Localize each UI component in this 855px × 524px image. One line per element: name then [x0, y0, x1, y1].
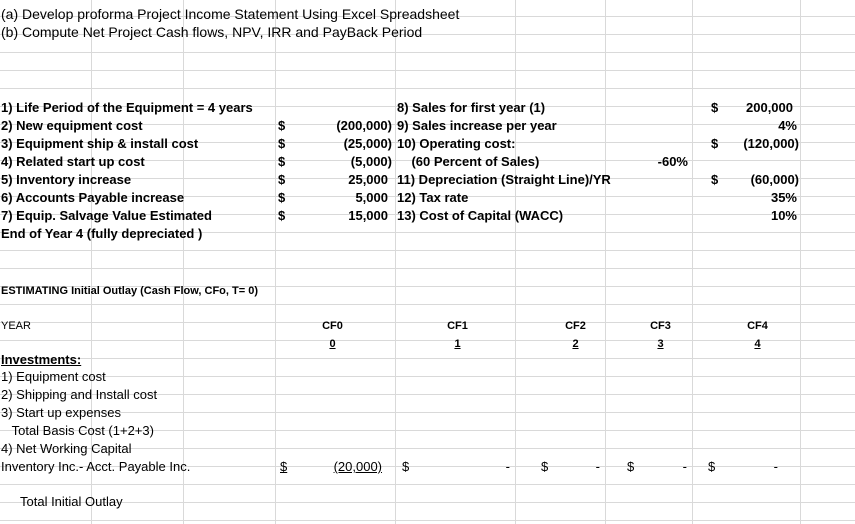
cf0-period[interactable]: 0 [329, 338, 336, 350]
currency-symbol: $ [278, 172, 286, 187]
assumption-value[interactable]: (60,000) [750, 172, 799, 187]
currency-symbol: $ [278, 208, 286, 223]
currency-symbol: $ [278, 136, 286, 151]
gridline [395, 0, 396, 524]
investment-item[interactable]: 1) Equipment cost [1, 369, 106, 384]
title-line-a[interactable]: (a) Develop proforma Project Income Statement Using Excel Spreadsheet [1, 6, 460, 22]
assumption-label[interactable]: 6) Accounts Payable increase [1, 190, 185, 205]
assumption-label[interactable]: 4) Related start up cost [1, 154, 145, 169]
assumption-value[interactable]: (5,000) [350, 154, 392, 169]
assumption-value[interactable]: 200,000 [746, 100, 793, 115]
cf3-header[interactable]: CF3 [650, 320, 671, 332]
investment-item[interactable]: 3) Start up expenses [1, 405, 121, 420]
assumption-value[interactable]: (200,000) [336, 118, 392, 133]
title-line-b[interactable]: (b) Compute Net Project Cash flows, NPV, IRR and PayBack Period [1, 24, 423, 40]
currency-symbol: $ [278, 190, 286, 205]
currency-symbol: $ [402, 459, 410, 474]
investments-heading[interactable]: Investments: [1, 352, 82, 367]
assumption-value[interactable]: 15,000 [348, 208, 388, 223]
currency-symbol: $ [278, 118, 286, 133]
cf2-nwc-value[interactable]: - [595, 459, 600, 474]
assumption-value[interactable]: 25,000 [348, 172, 388, 187]
currency-symbol: $ [711, 172, 719, 187]
year-label[interactable]: YEAR [1, 320, 31, 332]
cf3-period[interactable]: 3 [657, 338, 664, 350]
assumption-label[interactable]: 3) Equipment ship & install cost [1, 136, 199, 151]
assumption-label[interactable]: 11) Depreciation (Straight Line)/YR [397, 172, 611, 187]
operating-cost-percent[interactable]: -60% [657, 154, 688, 169]
cf4-nwc-value[interactable]: - [773, 459, 778, 474]
assumption-label[interactable]: 5) Inventory increase [1, 172, 132, 187]
currency-symbol: $ [711, 136, 719, 151]
investment-item[interactable]: 2) Shipping and Install cost [1, 387, 158, 402]
cf1-nwc-value[interactable]: - [505, 459, 510, 474]
cf2-period[interactable]: 2 [572, 338, 579, 350]
currency-symbol: $ [541, 459, 549, 474]
gridline [800, 0, 801, 524]
assumption-value[interactable]: 35% [770, 190, 797, 205]
investment-item[interactable]: Inventory Inc.- Acct. Payable Inc. [1, 459, 191, 474]
currency-symbol: $ [627, 459, 635, 474]
currency-symbol: $ [711, 100, 719, 115]
assumption-label[interactable]: End of Year 4 (fully depreciated ) [1, 226, 203, 241]
gridline [275, 0, 276, 524]
gridline [515, 0, 516, 524]
assumption-value[interactable]: 4% [778, 118, 797, 133]
currency-symbol: $ [708, 459, 716, 474]
cf2-header[interactable]: CF2 [565, 320, 586, 332]
assumption-value[interactable]: (120,000) [743, 136, 799, 151]
total-initial-outlay-label[interactable]: Total Initial Outlay [20, 494, 123, 509]
section-heading[interactable]: ESTIMATING Initial Outlay (Cash Flow, CFo, T= 0) [1, 285, 258, 297]
assumption-label[interactable]: (60 Percent of Sales) [397, 154, 540, 169]
cf4-header[interactable]: CF4 [747, 320, 768, 332]
gridline [183, 0, 184, 524]
assumption-label[interactable]: 7) Equip. Salvage Value Estimated [1, 208, 212, 223]
gridline [692, 0, 693, 524]
cf0-nwc-value[interactable]: (20,000) [333, 459, 382, 474]
assumption-label[interactable]: 2) New equipment cost [1, 118, 143, 133]
currency-symbol: $ [280, 459, 288, 474]
assumption-label[interactable]: 1) Life Period of the Equipment = 4 years [1, 100, 253, 115]
assumption-label[interactable]: 8) Sales for first year (1) [397, 100, 546, 115]
cf4-period[interactable]: 4 [754, 338, 761, 350]
assumption-value[interactable]: 5,000 [355, 190, 388, 205]
cf1-period[interactable]: 1 [454, 338, 461, 350]
cf1-header[interactable]: CF1 [447, 320, 468, 332]
cf0-header[interactable]: CF0 [322, 320, 343, 332]
cf3-nwc-value[interactable]: - [682, 459, 687, 474]
assumption-value[interactable]: 10% [770, 208, 797, 223]
assumption-label[interactable]: 9) Sales increase per year [397, 118, 557, 133]
currency-symbol: $ [278, 154, 286, 169]
assumption-value[interactable]: (25,000) [343, 136, 392, 151]
investment-item[interactable]: 4) Net Working Capital [1, 441, 132, 456]
investment-item[interactable]: Total Basis Cost (1+2+3) [1, 423, 154, 438]
assumption-label[interactable]: 13) Cost of Capital (WACC) [397, 208, 564, 223]
assumption-label[interactable]: 10) Operating cost: [397, 136, 516, 151]
assumption-label[interactable]: 12) Tax rate [397, 190, 469, 205]
gridline [605, 0, 606, 524]
